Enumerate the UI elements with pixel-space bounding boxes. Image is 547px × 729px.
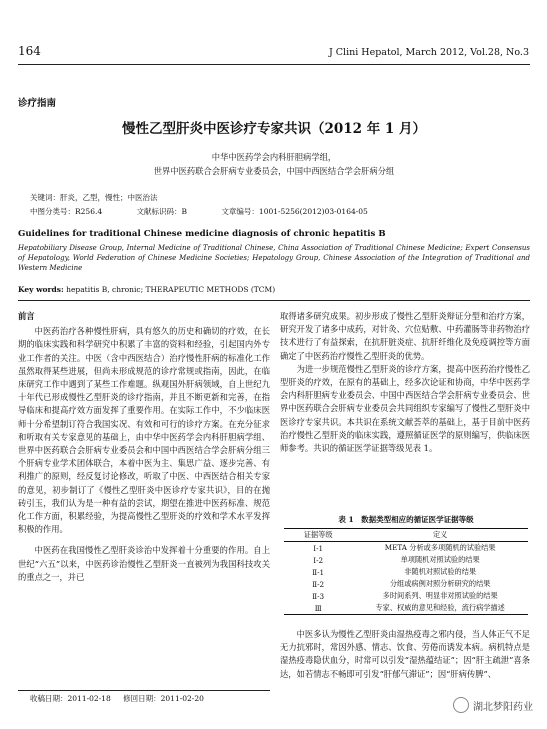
classification	[30, 207, 530, 218]
table-cell: META 分析或多项随机的试验结果	[384, 543, 496, 552]
table-row	[284, 554, 528, 566]
table-header-row	[284, 529, 528, 542]
keywords-en-label: Key words:	[18, 285, 64, 294]
table-row	[284, 566, 528, 578]
watermark	[453, 697, 533, 713]
section-label: 诊疗指南	[18, 98, 57, 109]
table-cell: 专家、权威的意见和经验，流行病学描述	[375, 603, 505, 612]
footnote-rule	[18, 690, 270, 691]
table-cell: Ⅱ-3	[312, 591, 325, 601]
evidence-level-table	[284, 528, 528, 615]
author-line: 中华中医药学会内科肝胆病学组，	[211, 152, 337, 162]
table-cell: 分组或病例对照分析研究的结果	[389, 579, 491, 588]
keywords-en-text: hepatitis B, chronic; THERAPEUTIC METHODS (TCM)	[66, 285, 276, 294]
authors	[18, 150, 530, 178]
evidence-table	[284, 514, 528, 615]
revised-date: 修回日期：2011-02-20	[123, 694, 204, 703]
table-row	[284, 590, 528, 602]
right-column	[280, 310, 530, 455]
preface-heading: 前言	[18, 311, 35, 321]
english-authors: Hepatobiliary Disease Group, Internal Medicine of Traditional Chinese, China Association of Traditional Chinese Medicine; Expert Consensus of Hepatology, World Federation of Chinese Medicine Societies; Hepatology Group, Chinese Association of the Integration of Traditional and Western Medicine	[18, 244, 530, 272]
table-row	[284, 542, 528, 555]
document-code: 文献标识码：B	[136, 207, 188, 216]
table-cell: Ⅱ-1	[312, 567, 325, 577]
page-title: 慢性乙型肝炎中医诊疗专家共识（2012 年 1 月）	[121, 121, 427, 137]
paragraph: 中医药治疗各种慢性肝病，具有悠久的历史和确切的疗效，在长期的临床实践和科学研究中积累了丰富的资料和经验，引起国内外专业工作者的关注。中医（含中西医结合）治疗慢性肝病的标准化工作虽然取得某些进展，但尚未形成规范的诊疗常规或指南，因此，在临床研究工作中遇到了某些工作难题。纵观国外肝病领域，自上世纪九十年代已形成慢性乙型肝炎的诊疗指南，并且不断更新和完善，在指导临床和提高疗效方面发挥了重要作用。在实际工作中，不少临床医师十分希望制订符合我国实况、有效和可行的诊疗方案。在充分征求和听取有关专家意见的基础上，由中华中医药学会内科肝胆病学组、世界中医药联合会肝病专业委员会和中国中西医结合学会肝病分组三个肝病专业学术团体联合，本着中医为主、集思广益、逐步完善、有利推广的原则，经反复讨论修改，听取了中医、中西医结合相关专家的意见，初步制订了《慢性乙型肝炎中医诊疗专家共识》，目的在抛砖引玉，我们认为是一种有益的尝试，期望在推进中医药标准、规范化工作方面，积累经验，为提高慢性乙型肝炎的疗效和学术水平发挥积极的作用。	[18, 326, 270, 535]
english-title: Guidelines for traditional Chinese medicine diagnosis of chronic hepatitis B	[18, 229, 386, 239]
page-number: 164	[18, 44, 41, 58]
table-row	[284, 578, 528, 590]
right-bottom-text	[280, 628, 530, 681]
table-header: 证据等级	[303, 530, 333, 539]
clc-number: 中图分类号：R256.4	[30, 207, 103, 216]
table-header: 定义	[432, 530, 448, 539]
table-cell: Ⅰ-2	[313, 555, 324, 565]
english-keywords	[18, 285, 530, 294]
table-cell: Ⅱ-2	[312, 579, 325, 589]
watermark-text: 湖北梦阳药业	[473, 701, 533, 713]
wechat-logo-icon	[453, 697, 469, 713]
paragraph: 为进一步规范慢性乙型肝炎的诊疗方案，提高中医药治疗慢性乙型肝炎的疗效，在原有的基础上，经多次论证和协商，中华中医药学会内科肝胆病专业委员会、中国中西医结合学会肝病专业委员会、世界中医药联合会肝病专业委员会共同组织专家编写了慢性乙型肝炎中医诊疗专家共识。本共识在系统文献荟萃的基础上，基于目前中医药治疗慢性乙型肝炎的临床实践，遵照循证医学的原则编写，供临床医师参考。共识的循证医学证据等级见表 1。	[280, 363, 530, 454]
journal-reference: J Clini Hepatol, March 2012, Vol.28, No.3	[328, 47, 529, 58]
author-line: 世界中医药联合会肝病专业委员会，中国中西医结合学会肝病分组	[153, 166, 395, 176]
table-cell: Ⅰ-1	[313, 543, 324, 553]
table-cell: 单项随机对照试验的结果	[400, 555, 480, 564]
table-cell: 非随机对照试验的结果	[404, 567, 477, 576]
left-column	[18, 310, 270, 584]
header-rule	[18, 64, 530, 65]
article-number: 文章编号：1001-5256(2012)03-0164-05	[221, 207, 368, 216]
paragraph: 中医多认为慢性乙型肝炎由湿热疫毒之邪内侵，当人体正气不足无力抗邪时，常因外感、情志、饮食、劳倦而诱发本病。病机特点是湿热疫毒隐伏血分，时常可以引发“湿热蕴结证”；因“肝主疏泄”喜条达，如若情志不畅即可引发“肝郁气滞证”；因“肝病传脾”、	[280, 629, 530, 679]
keywords-cn: 关键词：肝炎，乙型，慢性；中医治法	[30, 193, 158, 202]
dates	[30, 694, 204, 705]
received-date: 收稿日期：2011-02-18	[30, 694, 111, 703]
table-row	[284, 602, 528, 615]
table-cell: Ⅲ	[314, 603, 322, 613]
table-caption: 表 1 数据类型相应的循证医学证据等级	[338, 515, 474, 524]
table-cell: 多时间系列、明显非对照试验的结果	[382, 591, 498, 600]
abstract-rule	[18, 300, 530, 301]
paragraph: 取得诸多研究成果。初步形成了慢性乙型肝炎辩证分型和治疗方案，研究开发了诸多中成药，对针灸、穴位贴敷、中药灌肠等非药物治疗技术进行了有益探索，在抗肝脏炎症、抗肝纤维化及免疫调控等方面确定了中医药治疗慢性乙型肝炎的优势。	[280, 311, 530, 361]
paragraph: 中医药在我国慢性乙型肝炎诊治中发挥着十分重要的作用。自上世纪“六五”以来，中医药诊治慢性乙型肝炎一直被列为我国科技攻关的重点之一，并已	[18, 545, 270, 582]
